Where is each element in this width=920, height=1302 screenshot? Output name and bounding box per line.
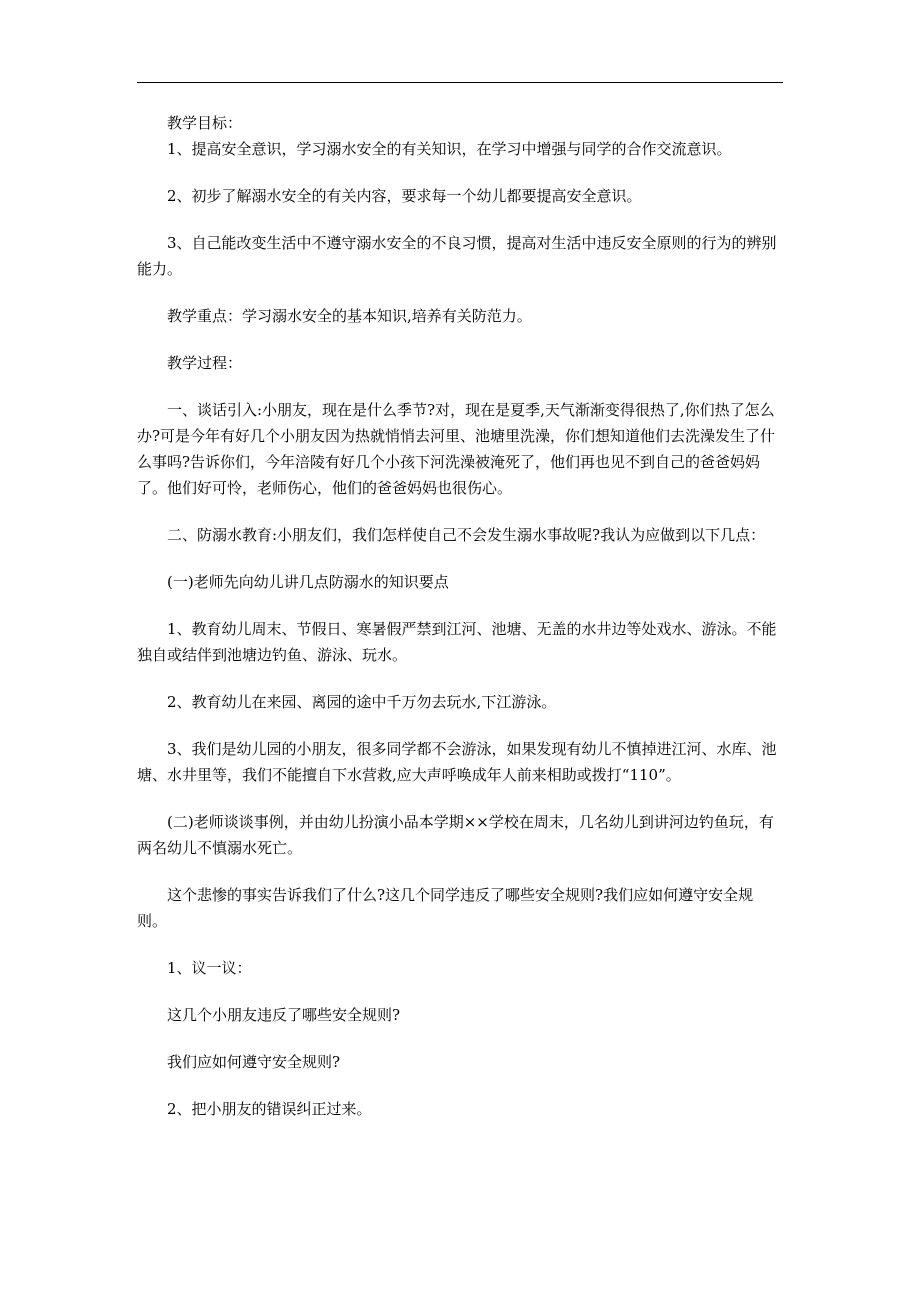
paragraph-teaching-goals-heading: 教学目标： [167, 114, 243, 132]
paragraph-point-3: 3、我们是幼儿园的小朋友，很多同学都不会游泳，如果发现有幼儿不慎掉进江河、水库、池塘、水井里等，我们不能擅自下水营救,应大声呼唤成年人前来相助或拨打“110”。 [137, 740, 777, 784]
paragraph-teaching-focus: 教学重点：学习溺水安全的基本知识,培养有关防范力。 [167, 307, 532, 325]
paragraph-section-1-intro: 一、谈话引入:小朋友，现在是什么季节?对，现在是夏季,天气渐渐变得很热了,你们热了怎么办?可是今年有好几个小朋友因为热就悄悄去河里、池塘里洗澡，你们想知道他们去洗澡发生了什么事吗?告诉你们，今年涪陵有好几个小孩下河洗澡被淹死了，他们再也见不到自己的爸爸妈妈了。他们好可怜，老师伤心，他们的爸爸妈妈也很伤心。 [137, 401, 776, 497]
paragraph-teaching-process-heading: 教学过程： [167, 354, 243, 372]
paragraph-subsection-2: (二)老师谈谈事例，并由幼儿扮演小品本学期××学校在周末，几名幼儿到讲河边钓鱼玩，有两名幼儿不慎溺水死亡。 [137, 813, 774, 857]
paragraph-goal-1: 1、提高安全意识，学习溺水安全的有关知识，在学习中增强与同学的合作交流意识。 [167, 140, 732, 158]
paragraph-point-2: 2、教育幼儿在来园、离园的途中千万勿去玩水,下江游泳。 [167, 693, 557, 711]
paragraph-goal-2: 2、初步了解溺水安全的有关内容，要求每一个幼儿都要提高安全意识。 [167, 187, 642, 205]
header-rule [137, 82, 783, 83]
paragraph-correct-mistakes: 2、把小朋友的错误纠正过来。 [167, 1100, 372, 1118]
paragraph-subsection-1: (一)老师先向幼儿讲几点防溺水的知识要点 [167, 573, 449, 591]
paragraph-discuss-heading: 1、议一议： [167, 959, 252, 977]
paragraph-section-2-education: 二、防溺水教育:小朋友们，我们怎样使自己不会发生溺水事故呢?我认为应做到以下几点： [167, 526, 766, 544]
paragraph-discuss-question-2: 我们应如何遵守安全规则? [167, 1053, 341, 1071]
paragraph-lesson-question: 这个悲惨的事实告诉我们了什么?这几个同学违反了哪些安全规则?我们应如何遵守安全规则。 [137, 886, 754, 930]
paragraph-goal-3: 3、自己能改变生活中不遵守溺水安全的不良习惯，提高对生活中违反安全原则的行为的辨别能力。 [137, 234, 777, 278]
paragraph-discuss-question-1: 这几个小朋友违反了哪些安全规则? [167, 1006, 401, 1024]
paragraph-point-1: 1、教育幼儿周末、节假日、寒暑假严禁到江河、池塘、无盖的水井边等处戏水、游泳。不能独自或结伴到池塘边钓鱼、游泳、玩水。 [137, 620, 777, 664]
document-body [137, 110, 783, 1143]
